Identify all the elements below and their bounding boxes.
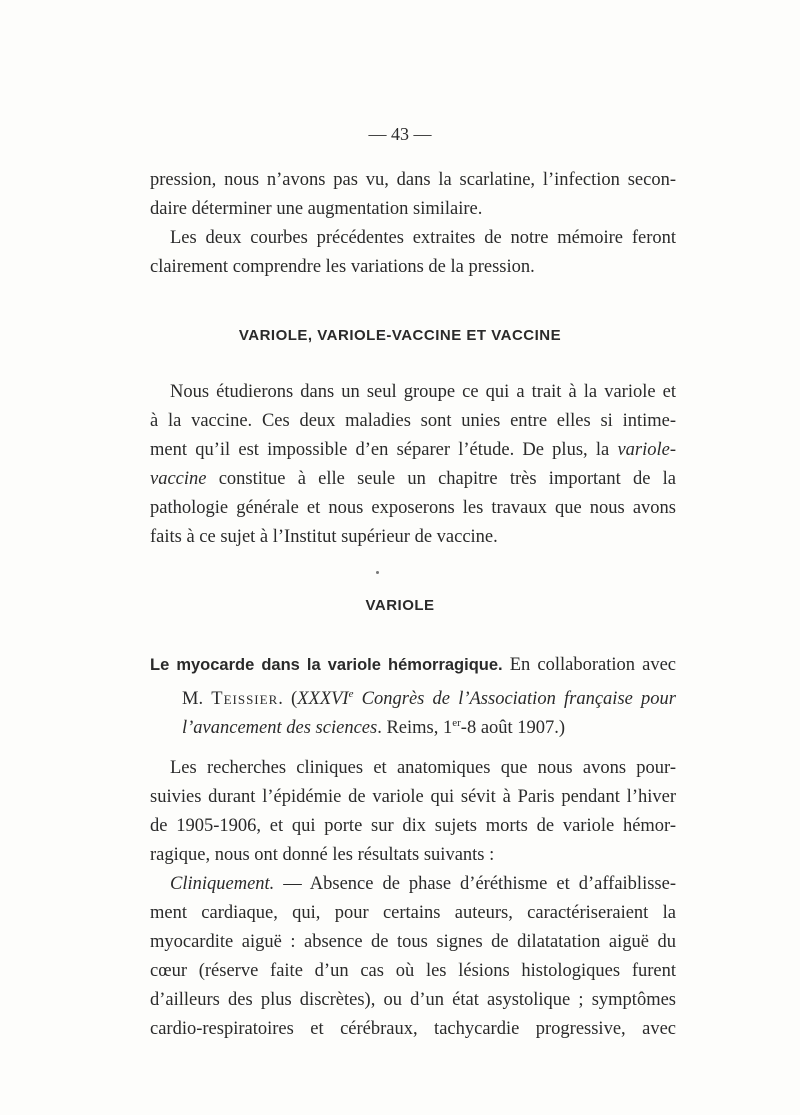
text-line: d’ailleurs des plus discrètes), ou d’un état asystolique ; symptômes <box>150 990 676 1010</box>
text-run: . Reims, 1 <box>377 718 453 739</box>
text-line <box>150 870 676 899</box>
paragraph-continuation <box>150 166 676 282</box>
text-line: ment cardiaque, qui, pour certains auteurs, caractériseraient la <box>150 903 676 923</box>
superscript: er <box>452 717 461 729</box>
paragraph-clinical <box>150 870 676 1044</box>
reference-title: Le myocarde dans la variole hémorragique. <box>150 656 503 674</box>
text-line: pression, nous n’avons pas vu, dans la scarlatine, l’infection secon- <box>150 170 676 190</box>
section-heading: VARIOLE, VARIOLE-VACCINE ET VACCINE <box>238 327 562 344</box>
bibliographic-reference <box>150 651 676 738</box>
text-run: ment qu’il est impossible d’en séparer l’étude. De plus, la <box>150 440 618 460</box>
text-line: ragique, nous ont donné les résultats suivants : <box>150 845 495 865</box>
paragraph-research <box>150 754 676 870</box>
italic-term: variole- <box>617 440 676 460</box>
reference-line <box>150 651 676 680</box>
text-line <box>150 465 676 494</box>
text-run: constitue à elle seule un chapitre très important de la <box>206 469 676 489</box>
text-line: pathologie générale et nous exposerons les travaux que nous avons <box>150 498 676 518</box>
text-line: suivies durant l’épidémie de variole qui sévit à Paris pendant l’hiver <box>150 787 676 807</box>
page-number: — 43 — <box>368 124 432 144</box>
paragraph-intro <box>150 378 676 552</box>
author-name: Teissier <box>211 689 279 710</box>
text-line: Les deux courbes précédentes extraites de notre mémoire feront <box>170 228 676 248</box>
text-line: de 1905-1906, et qui porte sur dix sujets morts de variole hémor- <box>150 816 676 836</box>
text-run: — Absence de phase d’éréthisme et d’affaiblisse- <box>274 874 676 894</box>
congress-title: l’avancement des sciences <box>182 718 378 739</box>
text-line: faits à ce sujet à l’Institut supérieur de vaccine. <box>150 527 498 547</box>
congress-number: XXXVI <box>297 689 349 710</box>
text-line: cœur (réserve faite d’un cas où les lésions histologiques furent <box>150 961 676 981</box>
text-line: Nous étudierons dans un seul groupe ce qui a trait à la variole et <box>170 382 676 402</box>
text-run: M. <box>182 689 212 710</box>
italic-lead: Cliniquement. <box>170 874 275 894</box>
text-line: à la vaccine. Ces deux maladies sont unies entre elles si intime- <box>150 411 676 431</box>
text-line: myocardite aiguë : absence de tous signes de dilatatation aiguë du <box>150 932 676 952</box>
section-heading: VARIOLE <box>365 597 435 614</box>
reference-line <box>150 709 676 738</box>
text-run: En collaboration avec <box>502 655 676 675</box>
text-line: Les recherches cliniques et anatomiques que nous avons pour- <box>170 758 676 778</box>
text-line <box>150 436 676 465</box>
text-line: clairement comprendre les variations de la pression. <box>150 257 535 277</box>
superscript: e <box>348 688 354 700</box>
text-line: daire déterminer une augmentation similaire. <box>150 199 483 219</box>
italic-term: vaccine <box>150 469 207 489</box>
congress-title: Congrès de l’Association française pour <box>353 689 676 710</box>
reference-line <box>150 680 676 709</box>
text-run: . ( <box>278 689 298 710</box>
text-run: -8 août 1907.) <box>460 718 566 739</box>
text-line: cardio-respiratoires et cérébraux, tachycardie progressive, avec <box>150 1019 676 1039</box>
print-speck <box>376 571 379 574</box>
